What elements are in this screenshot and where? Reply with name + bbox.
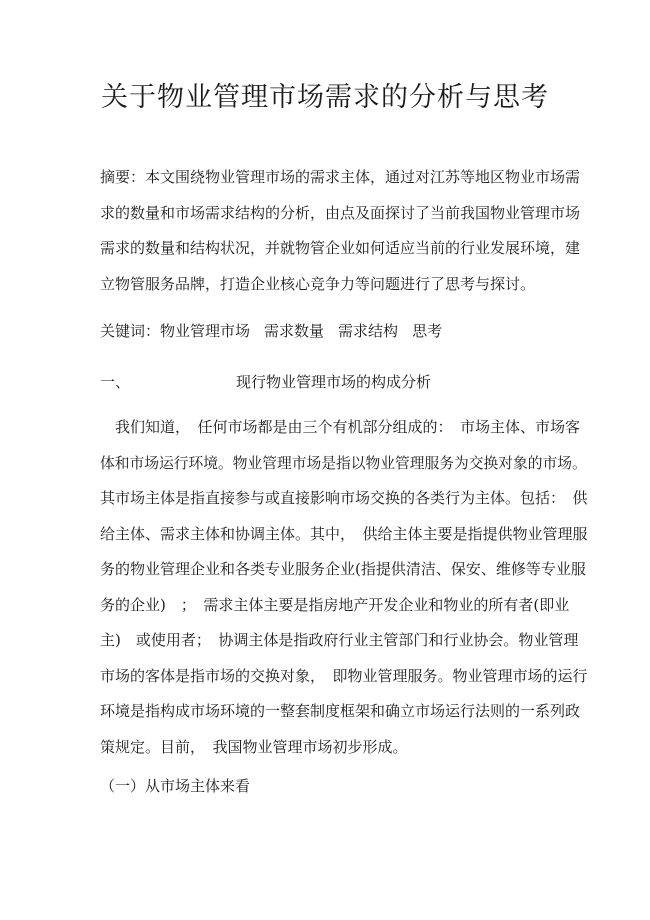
body-paragraph: [100, 410, 590, 765]
abstract-line: 需求的数量和结构状况，并就物管企业如何适应当前的行业发展环境，建: [100, 239, 581, 257]
section-heading-text: 现行物业管理市场的构成分析: [236, 373, 432, 391]
body-line: 环境是指构成市场环境的一整套制度框架和确立市场运行法则的一系列政: [100, 702, 581, 720]
body-line: 市场的客体是指市场的交换对象， 即物业管理服务。物业管理市场的运行: [100, 666, 588, 685]
abstract-paragraph: [100, 160, 590, 302]
abstract-line: 立物管服务品牌，打造企业核心竞争力等问题进行了思考与探讨。: [100, 274, 536, 293]
body-line: 体和市场运行环境。物业管理市场是指以物业管理服务为交换对象的市场。: [100, 454, 587, 472]
abstract-line: 摘要：本文围绕物业管理市场的需求主体，通过对江苏等地区物业市场需: [100, 168, 581, 186]
body-line: 务的物业管理企业和各类专业服务企业(指提供清洁、保安、维修等专业服: [100, 560, 586, 578]
keyword-item: 需求数量: [264, 322, 325, 340]
keyword-item: 需求结构: [338, 322, 399, 340]
body-line: 我们知道， 任何市场都是由三个有机部分组成的： 市场主体、市场客: [100, 418, 581, 436]
body-line: 务的企业) ； 需求主体主要是指房地产开发企业和物业的所有者(即业: [100, 595, 570, 614]
body-line: 主) 或使用者； 协调主体是指政府行业主管部门和行业协会。物业管理: [100, 631, 579, 649]
document-title: 关于物业管理市场需求的分析与思考: [101, 82, 549, 113]
keyword-item: 思考: [412, 322, 443, 340]
body-line: 其市场主体是指直接参与或直接影响市场交换的各类行为主体。包括： 供: [100, 489, 588, 507]
body-line: 给主体、需求主体和协调主体。其中， 供给主体主要是指提供物业管理服: [100, 524, 588, 543]
keywords-label: 关键词：: [100, 322, 161, 340]
keywords-line: [100, 316, 456, 346]
section-number: 一、: [100, 373, 131, 391]
keyword-item: 物业管理市场: [160, 322, 251, 340]
section-heading: [100, 367, 590, 397]
subsection-heading: （一）从市场主体来看: [100, 777, 251, 795]
body-line: 策规定。目前， 我国物业管理市场初步形成。: [100, 737, 408, 756]
abstract-line: 求的数量和市场需求结构的分析，由点及面探讨了当前我国物业管理市场: [100, 203, 581, 222]
